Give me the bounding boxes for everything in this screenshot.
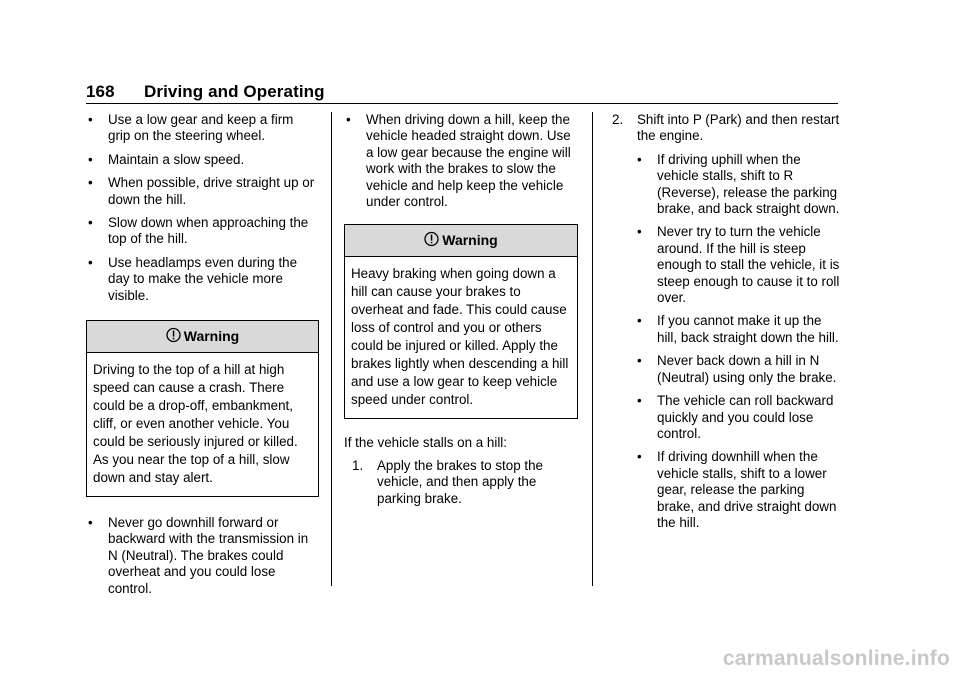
column-divider <box>331 112 332 586</box>
page-header <box>86 82 325 102</box>
list-item <box>86 255 319 304</box>
warning-title: Warning <box>442 232 498 249</box>
list-item <box>86 112 319 145</box>
bullet: • <box>637 393 642 409</box>
warning-icon <box>166 323 181 354</box>
warning-icon <box>424 227 439 258</box>
bullet: • <box>88 151 93 167</box>
column-1 <box>86 112 319 604</box>
list-item <box>86 175 319 208</box>
numbered-step <box>344 458 578 507</box>
step-number: 2. <box>612 112 624 127</box>
warning-header <box>87 321 318 353</box>
bullet-text: Slow down when approaching the top of the hill. <box>108 215 309 247</box>
section-title: Driving and Operating <box>144 82 325 101</box>
step-text: Shift into P (Park) and then restart the engine. <box>637 112 840 144</box>
bullet-text: If you cannot make it up the hill, back straight down the hill. <box>657 313 839 345</box>
warning-box <box>86 320 319 497</box>
warning-title: Warning <box>183 328 240 345</box>
numbered-step <box>612 112 840 145</box>
bullet: • <box>637 353 642 369</box>
list-item <box>635 449 840 531</box>
bullet: • <box>637 449 642 465</box>
list-item <box>635 152 840 218</box>
column-divider <box>592 112 593 586</box>
bullet-text: If driving downhill when the vehicle stalls, shift to a lower gear, release the parking brake, and drive straight down the hill. <box>657 449 837 530</box>
list-item <box>635 353 840 386</box>
column-2 <box>344 112 578 514</box>
bullet-text: Never go downhill forward or backward with the transmission in N (Neutral). The brakes could overheat and you could lose control. <box>108 515 309 596</box>
bullet-text: Never try to turn the vehicle around. If the hill is steep enough to stall the vehicle, it is steep enough to cause it to roll over. <box>657 224 840 306</box>
bullet: • <box>88 215 93 231</box>
bullet-text: When possible, drive straight up or down the hill. <box>108 175 315 207</box>
bullet-text: Maintain a slow speed. <box>108 151 245 167</box>
step-number: 1. <box>352 457 364 473</box>
bullet: • <box>88 254 93 270</box>
bullet-text: The vehicle can roll backward quickly and you could lose control. <box>657 393 834 441</box>
warning-header <box>345 225 577 257</box>
bullet-text: Never back down a hill in N (Neutral) using only the brake. <box>657 353 837 385</box>
sub-list <box>612 152 840 532</box>
watermark: carmanualsonline.info <box>722 647 950 670</box>
list-item <box>86 152 319 168</box>
list-item <box>635 224 840 306</box>
page-number: 168 <box>86 82 115 101</box>
bullet: • <box>637 313 642 329</box>
bullet-text: If driving uphill when the vehicle stalls, shift to R (Reverse), release the parking brake, and back straight down. <box>657 151 840 217</box>
step-text: Apply the brakes to stop the vehicle, and then apply the parking brake. <box>377 457 543 506</box>
list-item <box>635 393 840 442</box>
header-rule <box>86 103 838 104</box>
bullet: • <box>88 175 93 191</box>
warning-box <box>344 224 578 419</box>
list-item <box>635 313 840 346</box>
list-item <box>344 112 578 210</box>
column-3 <box>612 112 840 538</box>
bullet: • <box>88 112 93 127</box>
bullet-text: Use headlamps even during the day to make the vehicle more visible. <box>108 254 298 303</box>
paragraph: If the vehicle stalls on a hill: <box>344 435 508 451</box>
bullet-text: When driving down a hill, keep the vehicle headed straight down. Use a low gear because the engine will work with the brakes to slow the vehicle and help keep the vehicle under control. <box>366 112 571 210</box>
bullet: • <box>346 112 351 127</box>
bullet-text: Use a low gear and keep a firm grip on the steering wheel. <box>108 112 294 144</box>
bullet: • <box>637 224 642 240</box>
bullet: • <box>88 515 93 531</box>
warning-text: Heavy braking when going down a hill can cause your brakes to overheat and fade. This could cause loss of control and you or others could be injured or killed. Apply the brakes lightly when descending a hill and use a low gear to keep vehicle speed under control. <box>351 266 569 408</box>
list-item <box>86 515 319 597</box>
bullet: • <box>637 151 642 167</box>
warning-text: Driving to the top of a hill at high speed can cause a crash. There could be a drop-off, embankment, cliff, or even another vehicle. You could be seriously injured or killed. As you near the top of a hill, slow down and stay alert. <box>93 362 298 486</box>
list-item <box>86 215 319 248</box>
